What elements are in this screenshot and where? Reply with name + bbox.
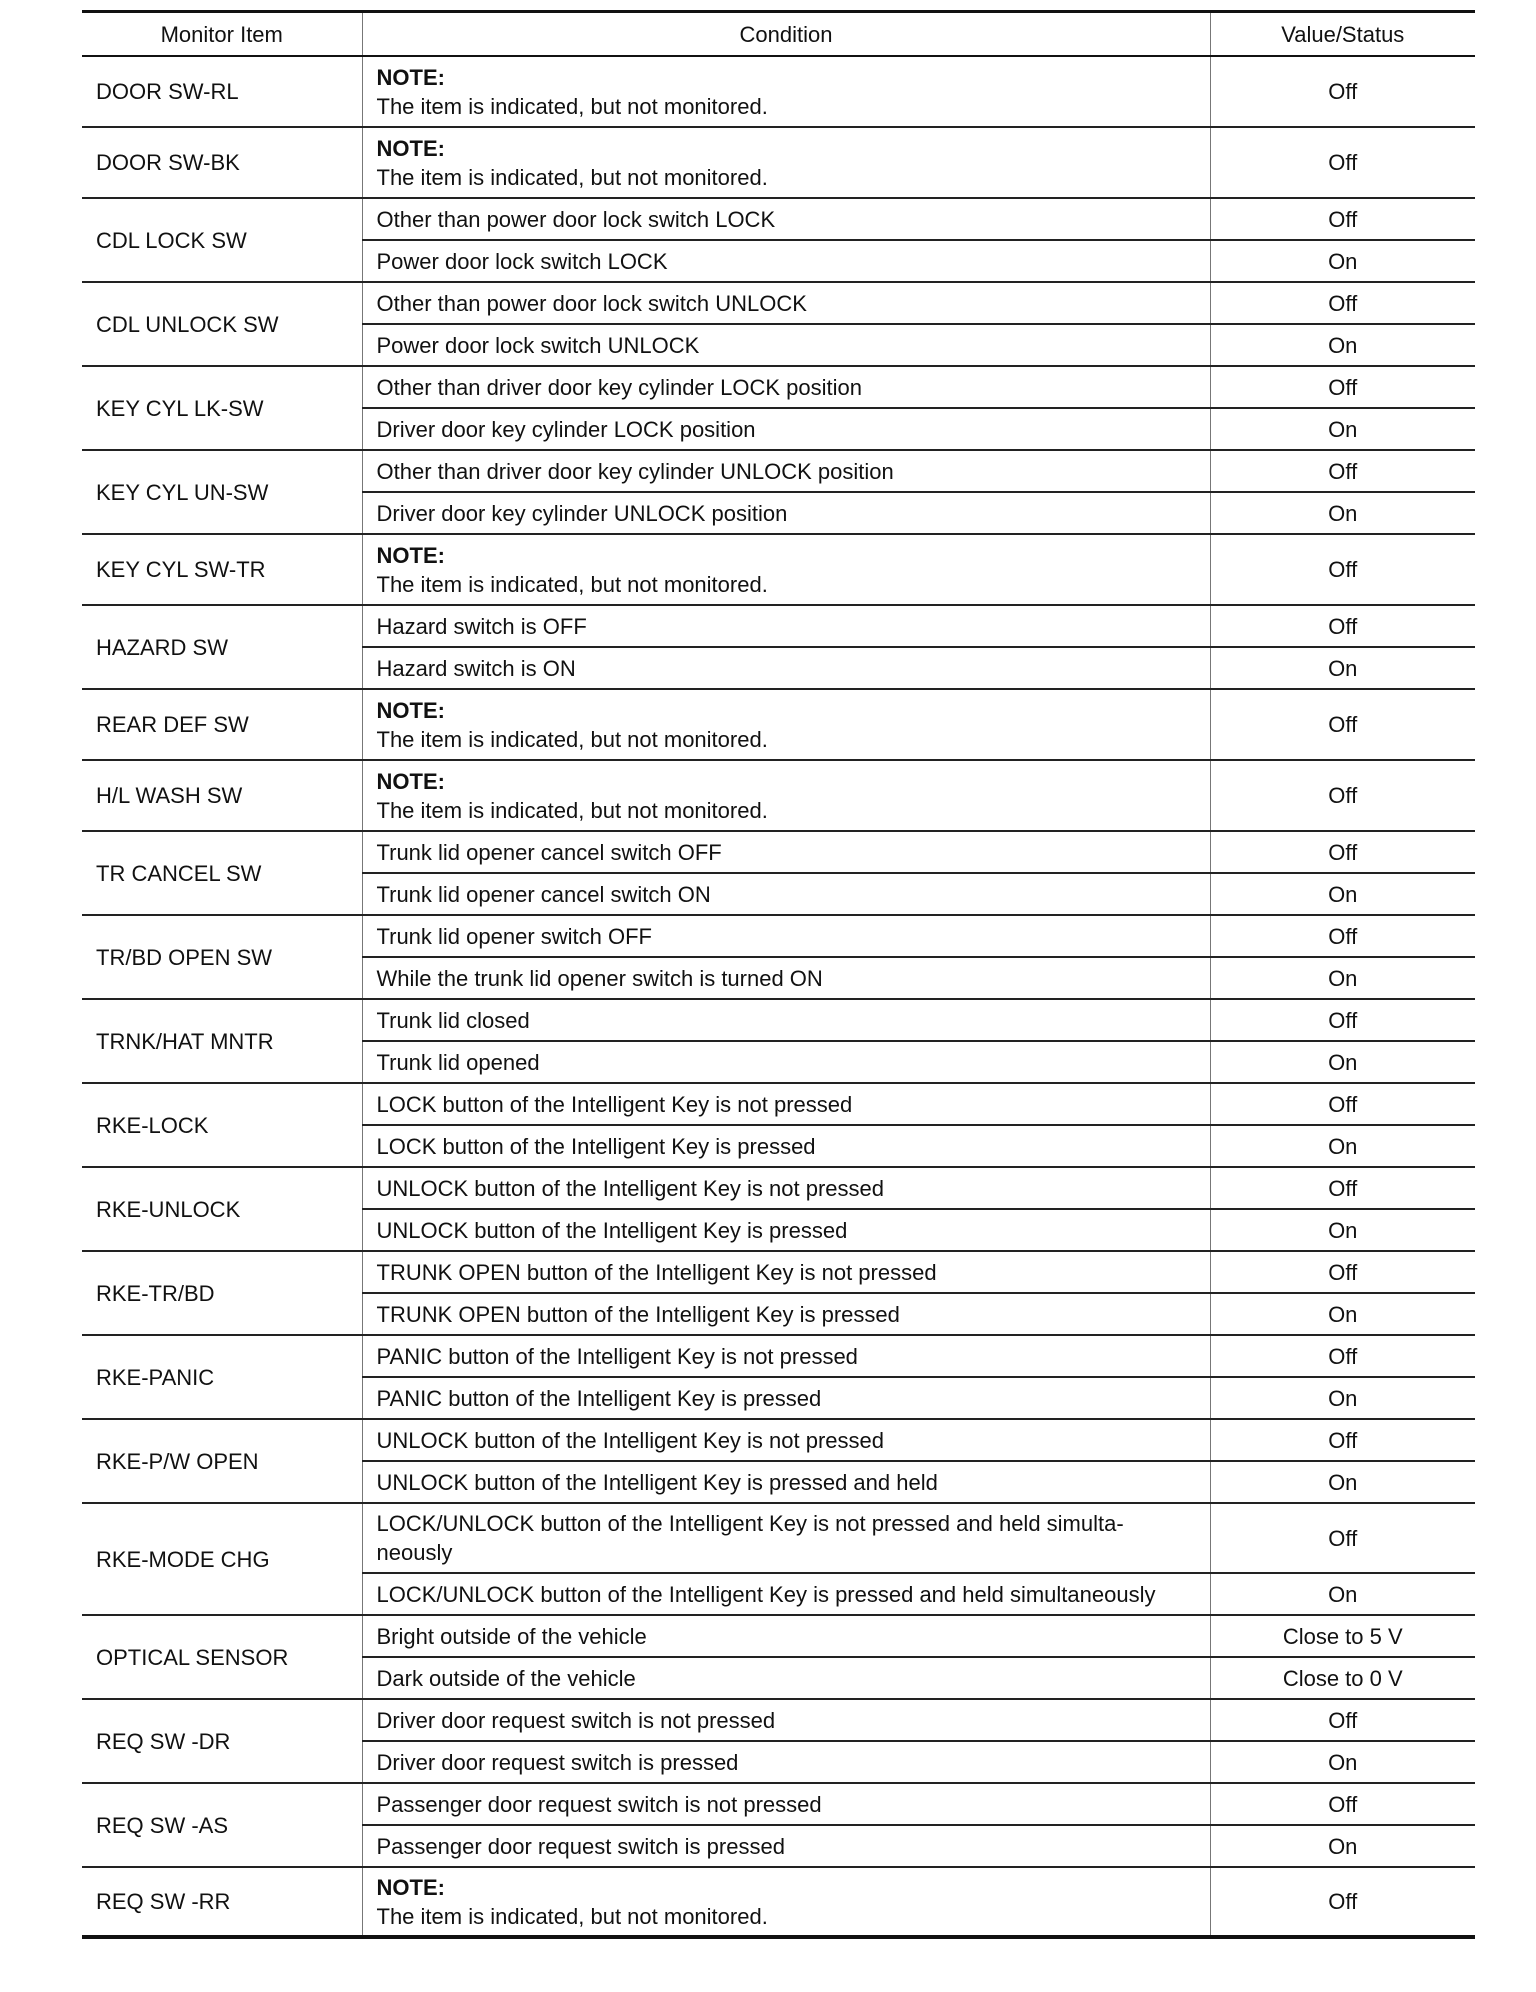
value-status-cell: On bbox=[1210, 957, 1475, 999]
monitor-item-cell: DOOR SW-BK bbox=[82, 127, 362, 198]
monitor-item-cell: RKE-P/W OPEN bbox=[82, 1419, 362, 1503]
condition-cell bbox=[362, 534, 1210, 605]
condition-cell bbox=[362, 760, 1210, 831]
monitor-item-cell: OPTICAL SENSOR bbox=[82, 1615, 362, 1699]
monitor-item-cell: REQ SW -RR bbox=[82, 1867, 362, 1937]
condition-cell bbox=[362, 957, 1210, 999]
condition-text: Trunk lid opener cancel switch OFF bbox=[376, 839, 722, 865]
monitor-item-cell: RKE-TR/BD bbox=[82, 1251, 362, 1335]
condition-text: Power door lock switch LOCK bbox=[376, 248, 668, 274]
condition-text: LOCK/UNLOCK button of the Intelligent Key is not pressed and held simulta- neously bbox=[376, 1511, 1124, 1565]
value-status-cell: On bbox=[1210, 647, 1475, 689]
value-status-cell: Off bbox=[1210, 1867, 1475, 1937]
value-status-cell: On bbox=[1210, 324, 1475, 366]
condition-text: UNLOCK button of the Intelligent Key is pressed and held bbox=[376, 1469, 938, 1495]
value-status-cell: Off bbox=[1210, 56, 1475, 127]
note-label: NOTE: bbox=[376, 697, 445, 723]
condition-cell bbox=[362, 1783, 1210, 1825]
header-condition: Condition bbox=[362, 12, 1210, 57]
monitor-item-cell: REAR DEF SW bbox=[82, 689, 362, 760]
header-value-status: Value/Status bbox=[1210, 12, 1475, 57]
table-row bbox=[82, 831, 1475, 873]
value-status-cell: Close to 0 V bbox=[1210, 1657, 1475, 1699]
condition-text: LOCK/UNLOCK button of the Intelligent Key is pressed and held simultaneously bbox=[376, 1581, 1156, 1607]
monitor-item-cell: TRNK/HAT MNTR bbox=[82, 999, 362, 1083]
value-status-cell: Off bbox=[1210, 1699, 1475, 1741]
value-status-cell: On bbox=[1210, 1825, 1475, 1867]
condition-text: PANIC button of the Intelligent Key is not pressed bbox=[376, 1343, 858, 1369]
value-status-cell: Off bbox=[1210, 1251, 1475, 1293]
monitor-item-cell: H/L WASH SW bbox=[82, 760, 362, 831]
condition-cell bbox=[362, 1419, 1210, 1461]
table-row bbox=[82, 1167, 1475, 1209]
condition-cell bbox=[362, 324, 1210, 366]
table-row bbox=[82, 1699, 1475, 1741]
table-row bbox=[82, 366, 1475, 408]
table-row bbox=[82, 1083, 1475, 1125]
value-status-cell: Off bbox=[1210, 1419, 1475, 1461]
monitor-item-cell: REQ SW -DR bbox=[82, 1699, 362, 1783]
condition-cell bbox=[362, 1293, 1210, 1335]
condition-cell bbox=[362, 1825, 1210, 1867]
condition-cell bbox=[362, 1503, 1210, 1573]
condition-text: PANIC button of the Intelligent Key is pressed bbox=[376, 1385, 822, 1411]
value-status-cell: On bbox=[1210, 1461, 1475, 1503]
value-status-cell: Off bbox=[1210, 605, 1475, 647]
table-row bbox=[82, 1615, 1475, 1657]
condition-cell bbox=[362, 1461, 1210, 1503]
monitor-item-cell: RKE-MODE CHG bbox=[82, 1503, 362, 1615]
value-status-cell: Off bbox=[1210, 1335, 1475, 1377]
note-text: The item is indicated, but not monitored. bbox=[376, 797, 768, 823]
note-text: The item is indicated, but not monitored. bbox=[376, 164, 768, 190]
condition-text: Hazard switch is OFF bbox=[376, 613, 587, 639]
monitor-item-cell: DOOR SW-RL bbox=[82, 56, 362, 127]
monitor-item-cell: TR/BD OPEN SW bbox=[82, 915, 362, 999]
value-status-cell: On bbox=[1210, 1209, 1475, 1251]
note-label: NOTE: bbox=[376, 135, 445, 161]
condition-cell bbox=[362, 915, 1210, 957]
condition-text: UNLOCK button of the Intelligent Key is pressed bbox=[376, 1217, 848, 1243]
monitor-item-table bbox=[82, 10, 1475, 1939]
value-status-cell: Off bbox=[1210, 760, 1475, 831]
condition-text: Other than power door lock switch UNLOCK bbox=[376, 290, 807, 316]
condition-text: While the trunk lid opener switch is turned ON bbox=[376, 965, 823, 991]
monitor-item-cell: KEY CYL UN-SW bbox=[82, 450, 362, 534]
condition-cell bbox=[362, 492, 1210, 534]
condition-cell bbox=[362, 1167, 1210, 1209]
value-status-cell: On bbox=[1210, 873, 1475, 915]
table-row bbox=[82, 56, 1475, 127]
table-row bbox=[82, 127, 1475, 198]
note-text: The item is indicated, but not monitored. bbox=[376, 726, 768, 752]
condition-text: TRUNK OPEN button of the Intelligent Key is not pressed bbox=[376, 1259, 937, 1285]
condition-text: Passenger door request switch is not pressed bbox=[376, 1791, 822, 1817]
monitor-item-cell: KEY CYL SW-TR bbox=[82, 534, 362, 605]
condition-text: Other than driver door key cylinder UNLOCK position bbox=[376, 458, 894, 484]
condition-text: TRUNK OPEN button of the Intelligent Key is pressed bbox=[376, 1301, 900, 1327]
condition-text: Trunk lid opener switch OFF bbox=[376, 923, 652, 949]
condition-text: Driver door key cylinder UNLOCK position bbox=[376, 500, 788, 526]
value-status-cell: Off bbox=[1210, 831, 1475, 873]
table-row bbox=[82, 605, 1475, 647]
condition-text: LOCK button of the Intelligent Key is not pressed bbox=[376, 1091, 853, 1117]
condition-cell bbox=[362, 127, 1210, 198]
condition-cell bbox=[362, 1083, 1210, 1125]
monitor-item-cell: CDL LOCK SW bbox=[82, 198, 362, 282]
note-label: NOTE: bbox=[376, 542, 445, 568]
table-row bbox=[82, 1335, 1475, 1377]
monitor-table-sheet bbox=[82, 10, 1475, 1939]
value-status-cell: On bbox=[1210, 1377, 1475, 1419]
condition-text: Bright outside of the vehicle bbox=[376, 1623, 647, 1649]
monitor-item-cell: TR CANCEL SW bbox=[82, 831, 362, 915]
value-status-cell: On bbox=[1210, 408, 1475, 450]
condition-cell bbox=[362, 647, 1210, 689]
condition-cell bbox=[362, 1209, 1210, 1251]
condition-cell bbox=[362, 689, 1210, 760]
value-status-cell: Off bbox=[1210, 534, 1475, 605]
value-status-cell: Off bbox=[1210, 689, 1475, 760]
condition-cell bbox=[362, 999, 1210, 1041]
condition-text: Trunk lid closed bbox=[376, 1007, 530, 1033]
condition-cell bbox=[362, 1615, 1210, 1657]
value-status-cell: On bbox=[1210, 1125, 1475, 1167]
condition-text: UNLOCK button of the Intelligent Key is not pressed bbox=[376, 1427, 885, 1453]
condition-cell bbox=[362, 408, 1210, 450]
condition-text: Dark outside of the vehicle bbox=[376, 1665, 636, 1691]
value-status-cell: Off bbox=[1210, 127, 1475, 198]
condition-text: Trunk lid opener cancel switch ON bbox=[376, 881, 711, 907]
note-label: NOTE: bbox=[376, 1874, 445, 1900]
condition-cell bbox=[362, 1377, 1210, 1419]
monitor-item-cell: HAZARD SW bbox=[82, 605, 362, 689]
value-status-cell: On bbox=[1210, 1293, 1475, 1335]
value-status-cell: Off bbox=[1210, 198, 1475, 240]
value-status-cell: Off bbox=[1210, 450, 1475, 492]
table-row bbox=[82, 1503, 1475, 1573]
condition-cell bbox=[362, 1335, 1210, 1377]
condition-cell bbox=[362, 240, 1210, 282]
table-row bbox=[82, 689, 1475, 760]
table-row bbox=[82, 1419, 1475, 1461]
value-status-cell: On bbox=[1210, 492, 1475, 534]
condition-cell bbox=[362, 1741, 1210, 1783]
condition-text: Trunk lid opened bbox=[376, 1049, 540, 1075]
value-status-cell: Close to 5 V bbox=[1210, 1615, 1475, 1657]
note-label: NOTE: bbox=[376, 64, 445, 90]
condition-text: Power door lock switch UNLOCK bbox=[376, 332, 700, 358]
value-status-cell: Off bbox=[1210, 1083, 1475, 1125]
condition-cell bbox=[362, 1041, 1210, 1083]
monitor-item-cell: KEY CYL LK-SW bbox=[82, 366, 362, 450]
condition-cell bbox=[362, 831, 1210, 873]
table-row bbox=[82, 1251, 1475, 1293]
condition-text: Other than power door lock switch LOCK bbox=[376, 206, 776, 232]
value-status-cell: Off bbox=[1210, 999, 1475, 1041]
condition-cell bbox=[362, 1867, 1210, 1937]
condition-text: Driver door key cylinder LOCK position bbox=[376, 416, 756, 442]
condition-cell bbox=[362, 1251, 1210, 1293]
condition-cell bbox=[362, 1699, 1210, 1741]
value-status-cell: Off bbox=[1210, 915, 1475, 957]
table-row bbox=[82, 999, 1475, 1041]
value-status-cell: Off bbox=[1210, 366, 1475, 408]
condition-cell bbox=[362, 605, 1210, 647]
condition-cell bbox=[362, 450, 1210, 492]
table-row bbox=[82, 760, 1475, 831]
value-status-cell: On bbox=[1210, 1041, 1475, 1083]
monitor-item-cell: RKE-PANIC bbox=[82, 1335, 362, 1419]
note-label: NOTE: bbox=[376, 768, 445, 794]
monitor-item-cell: RKE-UNLOCK bbox=[82, 1167, 362, 1251]
condition-cell bbox=[362, 1657, 1210, 1699]
table-row bbox=[82, 534, 1475, 605]
condition-cell bbox=[362, 282, 1210, 324]
table-row bbox=[82, 282, 1475, 324]
condition-cell bbox=[362, 198, 1210, 240]
condition-cell bbox=[362, 366, 1210, 408]
header-monitor-item: Monitor Item bbox=[82, 12, 362, 57]
value-status-cell: Off bbox=[1210, 282, 1475, 324]
condition-cell bbox=[362, 1125, 1210, 1167]
condition-text: Driver door request switch is pressed bbox=[376, 1749, 739, 1775]
condition-text: Passenger door request switch is pressed bbox=[376, 1833, 785, 1859]
value-status-cell: On bbox=[1210, 1741, 1475, 1783]
value-status-cell: Off bbox=[1210, 1167, 1475, 1209]
condition-text: LOCK button of the Intelligent Key is pressed bbox=[376, 1133, 816, 1159]
value-status-cell: On bbox=[1210, 1573, 1475, 1615]
value-status-cell: Off bbox=[1210, 1783, 1475, 1825]
condition-cell bbox=[362, 56, 1210, 127]
table-row bbox=[82, 198, 1475, 240]
table-row bbox=[82, 1867, 1475, 1937]
note-text: The item is indicated, but not monitored. bbox=[376, 1903, 768, 1929]
condition-cell bbox=[362, 873, 1210, 915]
monitor-item-cell: REQ SW -AS bbox=[82, 1783, 362, 1867]
condition-text: UNLOCK button of the Intelligent Key is not pressed bbox=[376, 1175, 885, 1201]
monitor-item-cell: RKE-LOCK bbox=[82, 1083, 362, 1167]
table-header-row bbox=[82, 12, 1475, 57]
condition-cell bbox=[362, 1573, 1210, 1615]
table-row bbox=[82, 450, 1475, 492]
table-row bbox=[82, 915, 1475, 957]
table-row bbox=[82, 1783, 1475, 1825]
value-status-cell: On bbox=[1210, 240, 1475, 282]
value-status-cell: Off bbox=[1210, 1503, 1475, 1573]
condition-text: Driver door request switch is not pressed bbox=[376, 1707, 776, 1733]
condition-text: Other than driver door key cylinder LOCK position bbox=[376, 374, 862, 400]
note-text: The item is indicated, but not monitored. bbox=[376, 571, 768, 597]
monitor-item-cell: CDL UNLOCK SW bbox=[82, 282, 362, 366]
condition-text: Hazard switch is ON bbox=[376, 655, 576, 681]
note-text: The item is indicated, but not monitored. bbox=[376, 93, 768, 119]
table-body bbox=[82, 56, 1475, 1937]
